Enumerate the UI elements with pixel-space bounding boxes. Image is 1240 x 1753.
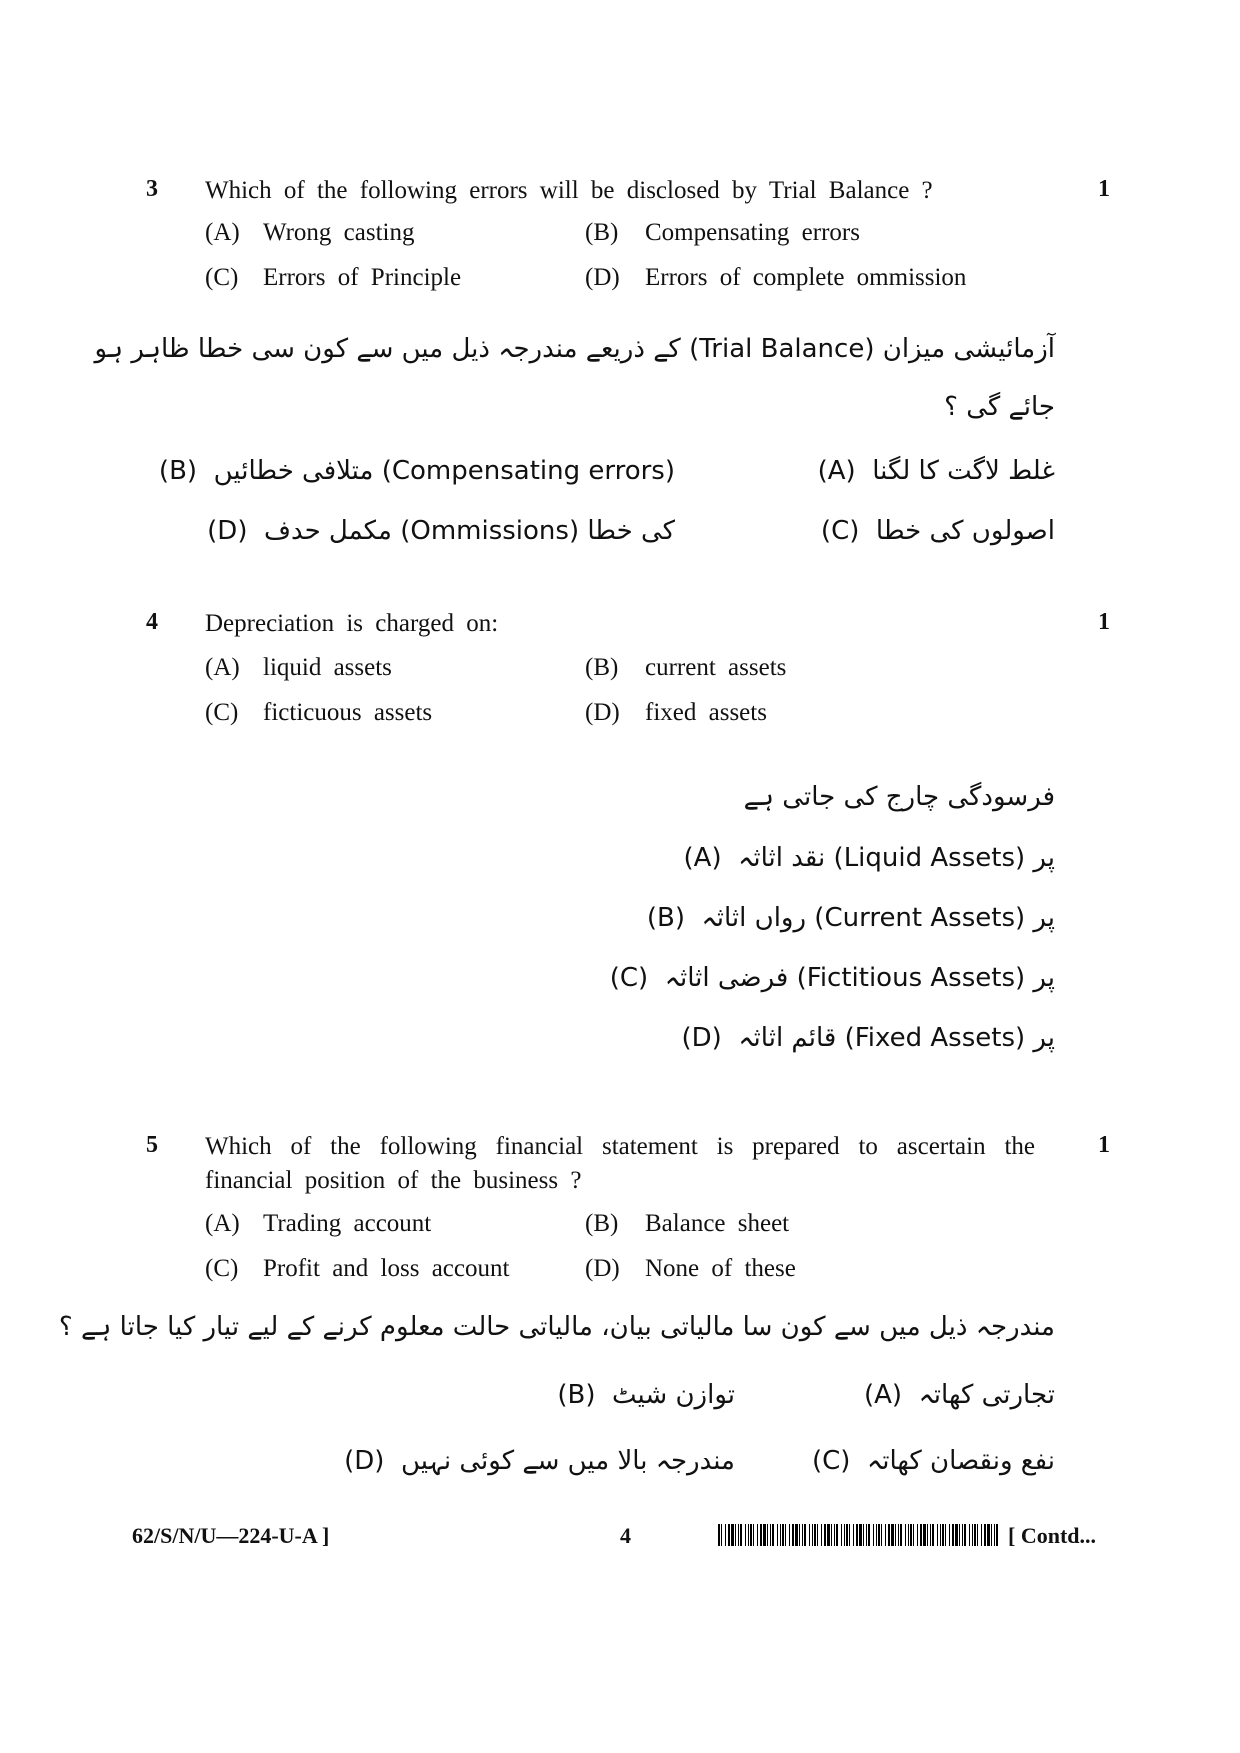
- question-number: 3: [146, 176, 158, 202]
- option-b: [585, 654, 787, 682]
- option-letter: (A): [683, 843, 722, 873]
- option-letter: (A): [817, 456, 856, 486]
- urdu-option-b: [159, 456, 675, 486]
- option-text: Wrong casting: [263, 219, 415, 246]
- urdu-option-a: [818, 456, 1055, 486]
- option-d: [585, 1255, 796, 1283]
- option-a: [205, 1210, 432, 1238]
- page-number: 4: [620, 1523, 631, 1548]
- option-text: ficticuous assets: [263, 699, 433, 726]
- option-c: [205, 1255, 510, 1283]
- option-letter: (D): [344, 1446, 385, 1476]
- option-letter: (B): [585, 654, 619, 681]
- question-marks: 1: [1098, 176, 1110, 202]
- option-a: [205, 654, 392, 682]
- urdu-question-text-2: جائے گی ؟: [944, 392, 1055, 422]
- option-text: Errors of complete ommission: [645, 264, 967, 291]
- question-marks: 1: [1098, 1132, 1110, 1158]
- option-letter: (D): [585, 264, 620, 291]
- option-letter: (B): [557, 1380, 596, 1410]
- urdu-option-d: [344, 1446, 735, 1476]
- option-a: [205, 219, 415, 247]
- option-text: غلط لاگت کا لگنا: [872, 456, 1055, 486]
- urdu-question-text: مندرجہ ذیل میں سے کون سا مالیاتی بیان، مالیاتی حالت معلوم کرنے کے لیے تیار کیا جاتا ہے ؟: [58, 1312, 1055, 1342]
- option-letter: (A): [205, 654, 240, 681]
- option-text: liquid assets: [263, 654, 392, 681]
- option-text: رواں اثاثہ (Current Assets) پر: [701, 903, 1055, 933]
- urdu-option-c: [812, 1446, 1055, 1476]
- option-letter: (B): [585, 219, 619, 246]
- barcode-icon: [718, 1524, 1000, 1546]
- option-letter: (A): [205, 1210, 240, 1237]
- urdu-option-d: [207, 516, 675, 546]
- option-letter: (B): [158, 456, 198, 486]
- option-letter: (C): [609, 963, 649, 993]
- option-letter: (D): [585, 1255, 620, 1282]
- urdu-option-b: [647, 903, 1055, 933]
- option-letter: (B): [646, 903, 685, 933]
- urdu-option-a: [684, 843, 1055, 873]
- option-d: [585, 264, 967, 292]
- option-letter: (C): [820, 516, 860, 546]
- urdu-option-d: [681, 1023, 1055, 1053]
- option-text: متلافی خطائیں (Compensating errors): [213, 456, 675, 486]
- option-text: فرضی اثاثہ (Fictitious Assets) پر: [664, 963, 1055, 993]
- option-d: [585, 699, 767, 727]
- question-number: 5: [146, 1132, 158, 1158]
- urdu-option-c: [610, 963, 1055, 993]
- option-text: اصولوں کی خطا: [875, 516, 1055, 546]
- urdu-question-text: فرسودگی چارج کی جاتی ہے: [743, 782, 1055, 812]
- option-c: [205, 699, 433, 727]
- option-text: قائم اثاثہ (Fixed Assets) پر: [738, 1023, 1055, 1053]
- option-b: [585, 1210, 790, 1238]
- option-text: None of these: [645, 1255, 796, 1282]
- option-text: current assets: [645, 654, 787, 681]
- option-text: fixed assets: [645, 699, 767, 726]
- option-letter: (D): [681, 1023, 722, 1053]
- option-letter: (C): [205, 1255, 239, 1282]
- option-letter: (D): [585, 699, 620, 726]
- paper-code: 62/S/N/U—224-U-A ]: [132, 1523, 330, 1548]
- option-text: Errors of Principle: [263, 264, 462, 291]
- option-letter: (B): [585, 1210, 619, 1237]
- question-text: Which of the following financial statement is prepared to ascertain the financial position of the business ?: [205, 1133, 1035, 1194]
- option-letter: (A): [205, 219, 240, 246]
- option-text: تجارتی کھاتہ: [918, 1380, 1055, 1410]
- option-text: Compensating errors: [645, 219, 860, 246]
- option-text: نفع ونقصان کھاتہ: [866, 1446, 1055, 1476]
- option-text: Profit and loss account: [263, 1255, 510, 1282]
- option-letter: (D): [207, 516, 248, 546]
- option-c: [205, 264, 462, 292]
- urdu-question-text: آزمائیشی میزان (Trial Balance) کے ذریعے مندرجہ ذیل میں سے کون سی خطا ظاہر ہو: [94, 334, 1055, 364]
- option-b: [585, 219, 860, 247]
- option-letter: (A): [863, 1380, 903, 1410]
- option-letter: (C): [811, 1446, 851, 1476]
- question-number: 4: [146, 609, 158, 635]
- question-marks: 1: [1098, 609, 1110, 635]
- question-text: Which of the following errors will be disclosed by Trial Balance ?: [205, 177, 933, 204]
- urdu-option-c: [821, 516, 1055, 546]
- option-text: مکمل حدف (Ommissions) کی خطا: [264, 516, 675, 546]
- option-text: مندرجہ بالا میں سے کوئی نہیں: [400, 1446, 735, 1476]
- option-text: توازن شیٹ: [612, 1380, 735, 1410]
- option-letter: (C): [205, 699, 239, 726]
- contd-label: [ Contd...: [1008, 1523, 1097, 1548]
- option-letter: (C): [205, 264, 239, 291]
- urdu-option-b: [557, 1380, 735, 1410]
- option-text: Balance sheet: [645, 1210, 790, 1237]
- option-text: Trading account: [263, 1210, 432, 1237]
- urdu-option-a: [864, 1380, 1055, 1410]
- option-text: نقد اثاثہ (Liquid Assets) پر: [738, 843, 1055, 873]
- question-text: Depreciation is charged on:: [205, 610, 499, 637]
